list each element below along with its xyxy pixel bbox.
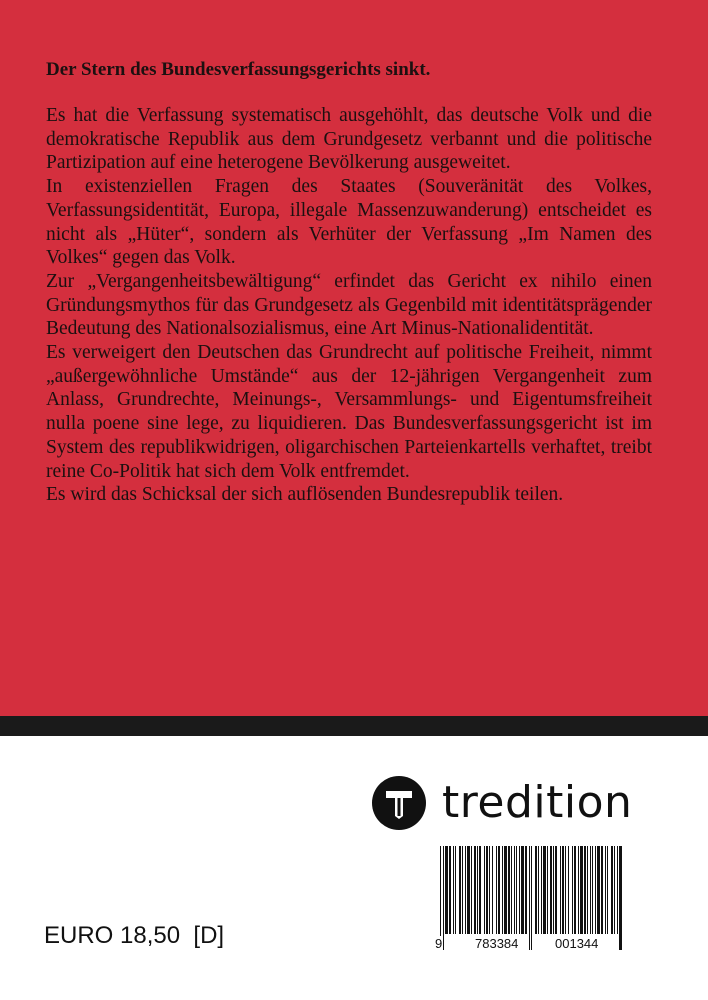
barcode-bar [541, 846, 542, 934]
barcode-bar [531, 846, 532, 950]
barcode-bar [514, 846, 515, 934]
isbn-left-digits: 783384 [475, 936, 519, 951]
barcode-bar [449, 846, 451, 934]
blurb-paragraph: Es verweigert den Deutschen das Grundrecht auf politische Freiheit, nimmt „außergewöhnliche Umstände“ aus der 12-jährigen Vergangenheit zum Anlass, Grundrechte, Meinungs-, Versammlungs- und Eigentumsfreiheit nulla poene sine lege, zu liquidieren. Das Bundesverfassungsgericht ist im System des republikwidrigen, oligarchischen Parteienkartells verhaftet, treibt reine Co-Politik hat sich dem Volk entfremdet. [46, 342, 652, 482]
barcode-bar [619, 846, 622, 950]
barcode-bar [597, 846, 600, 934]
barcode-bar [484, 846, 485, 934]
tredition-t-logo-icon [372, 776, 426, 830]
barcode-bar [572, 846, 573, 934]
blurb-headline: Der Stern des Bundesverfassungsgerichts sinkt. [46, 59, 431, 80]
barcode-bar [553, 846, 554, 934]
blurb-paragraph: In existenziellen Fragen des Staates (Souveränität des Volkes, Verfassungsidentität, Europa, illegale Massenzuwanderung) entscheidet es nicht als „Hüter“, sondern als Verhüter der Verfassung „Im Namen des Volkes“ gegen das Volk. [46, 176, 652, 269]
barcode-bar [565, 846, 566, 934]
barcode-bar [550, 846, 552, 934]
barcode-bar [535, 846, 537, 934]
barcode-bar [592, 846, 593, 934]
barcode-bar [605, 846, 606, 934]
barcode-bar [529, 846, 530, 950]
isbn-first-digit: 9 [435, 936, 443, 951]
barcode-bar [462, 846, 463, 934]
barcode-bar [543, 846, 546, 934]
barcode-bar [584, 846, 586, 934]
barcode-bar [492, 846, 493, 934]
barcode-bar [521, 846, 524, 934]
blurb-paragraph: Zur „Vergangenheitsbewältigung“ erfindet das Gericht ex nihilo einen Gründungsmythos für das Grundgesetz als Gegenbild mit identitätsprägender Bedeutung des Nationalsozialismus, eine Art Minus-Nationalidentität. [46, 270, 652, 340]
publisher-logo [372, 776, 632, 830]
barcode-bar [455, 846, 456, 934]
barcode-bar [502, 846, 503, 934]
barcode-bar [562, 846, 564, 934]
barcode-bar [489, 846, 490, 934]
barcode-bar [574, 846, 576, 934]
barcode-bar [617, 846, 618, 934]
barcode-bar [547, 846, 548, 934]
cover-divider-band [0, 716, 708, 736]
barcode-bar [587, 846, 588, 934]
barcode-bar [560, 846, 561, 934]
barcode-bar [459, 846, 461, 934]
barcode-bar [440, 846, 441, 950]
barcode-bar [477, 846, 478, 934]
barcode-bar [578, 846, 579, 934]
barcode-bar [516, 846, 517, 934]
barcode-bar [504, 846, 507, 934]
barcode-bar [479, 846, 481, 934]
barcode-bar [443, 846, 444, 950]
barcode-bar [525, 846, 527, 934]
price-label: EURO 18,50 [D] [44, 922, 225, 949]
barcode-bar [465, 846, 466, 934]
barcode-bar [595, 846, 596, 934]
barcode-bar [519, 846, 520, 934]
barcode-bar [607, 846, 608, 934]
barcode-bar [508, 846, 510, 934]
blurb-paragraph: Es hat die Verfassung systematisch ausgehöhlt, das deutsche Volk und die demokratische Republik aus dem Grundgesetz verbannt und die politische Partizipation auf eine heterogene Bevölkerung ausgeweitet. [46, 105, 652, 174]
barcode-bar [445, 846, 448, 934]
barcode-bar [555, 846, 557, 934]
isbn-digits [435, 936, 624, 954]
back-cover-blurb [46, 58, 652, 507]
publisher-name: tredition [442, 777, 633, 828]
barcode-bar [568, 846, 569, 934]
barcode-bar [580, 846, 583, 934]
barcode-bar [496, 846, 497, 934]
barcode-bar [467, 846, 470, 934]
barcode-bar [590, 846, 591, 934]
barcode-bar [614, 846, 615, 934]
barcode-bar [486, 846, 488, 934]
blurb-paragraph: Es wird das Schicksal der sich auflösenden Bundesrepublik teilen. [46, 484, 564, 506]
barcode-bar [538, 846, 539, 934]
barcode-bar [601, 846, 603, 934]
barcode-bar [498, 846, 500, 934]
barcode-bar [453, 846, 454, 934]
isbn-right-digits: 001344 [555, 936, 599, 951]
barcode-bar [471, 846, 472, 934]
barcode-bar [511, 846, 512, 934]
barcode-bar [611, 846, 613, 934]
barcode-bar [474, 846, 476, 934]
